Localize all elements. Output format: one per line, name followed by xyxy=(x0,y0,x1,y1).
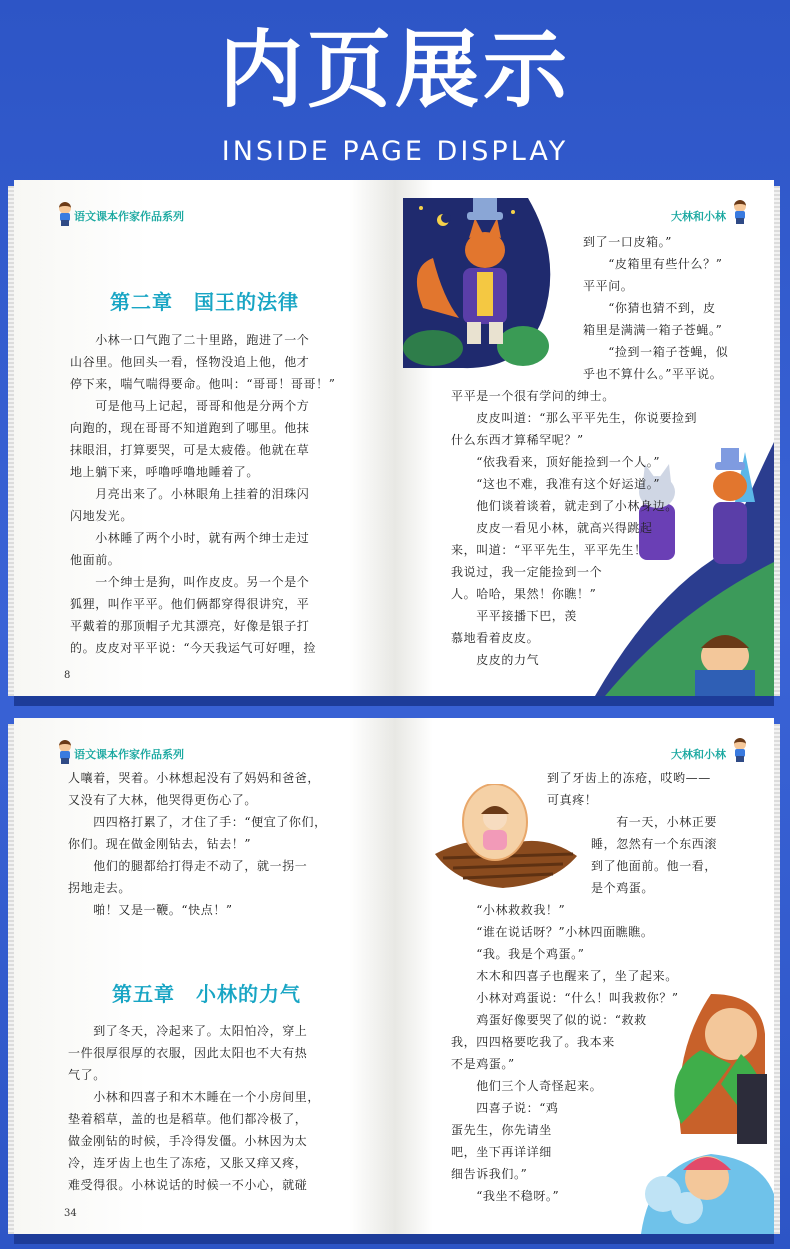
text-line: 什么东西才算稀罕呢？” xyxy=(451,433,584,447)
boy-mascot-icon xyxy=(58,740,72,764)
banner-title: 内页展示 xyxy=(218,21,571,119)
text-line: 他们三个人奇怪起来。 xyxy=(451,1079,603,1093)
chapter-title: 第二章 国王的法律 xyxy=(110,290,299,314)
text-line: 小林一口气跑了二十里路，跑进了一个 xyxy=(70,333,310,347)
text-line: 难受得很。小林说话的时候一不小心，就碰 xyxy=(68,1178,308,1192)
text-line: 人嚷着，哭着。小林想起没有了妈妈和爸爸， xyxy=(68,771,321,785)
body-text-continued xyxy=(68,1020,372,1196)
text-line: 乎也不算什么。”平平说。 xyxy=(583,367,723,381)
text-line: 冷，连牙齿上也生了冻疮，又胀又痒又疼， xyxy=(68,1156,308,1170)
text-line: 向跑的，现在哥哥不知道跑到了哪里。他抹 xyxy=(70,421,310,435)
text-line: 蛋先生，你先请坐 xyxy=(451,1123,552,1137)
text-line: 鸡蛋好像要哭了似的说：“救救 xyxy=(451,1013,647,1027)
text-line: 睡，忽然有一个东西滚 xyxy=(591,837,718,851)
text-line: 他们的腿都给打得走不动了，就一拐一 xyxy=(68,859,308,873)
text-line: 平戴着的那顶帽子尤其漂亮，好像是银子打 xyxy=(70,619,310,633)
text-line: 到了一口皮箱。” xyxy=(583,235,672,249)
egg-in-nest-illustration xyxy=(433,784,579,896)
text-line: 不是鸡蛋。” xyxy=(451,1057,515,1071)
text-line: “皮箱里有些什么？” xyxy=(583,257,723,271)
text-line: 木木和四喜子也醒来了，坐了起来。 xyxy=(451,969,678,983)
series-title: 大林和小林 xyxy=(671,748,726,761)
text-line: 到了他面前。他一看， xyxy=(591,859,718,873)
right-page xyxy=(395,718,774,1234)
body-text xyxy=(547,767,767,811)
text-line: 四喜子说：“鸡 xyxy=(451,1101,559,1115)
text-line: 到了牙齿上的冻疮，哎哟—— xyxy=(547,771,711,785)
text-line: “依我看来，顶好能捡到一个人。” xyxy=(451,455,661,469)
body-text-side xyxy=(591,811,761,899)
text-line: 皮皮一看见小林，就高兴得跳起 xyxy=(451,521,653,535)
text-line: 又没有了大林，他哭得更伤心了。 xyxy=(68,793,258,807)
text-line: 皮皮的力气 xyxy=(451,653,540,667)
text-line: 可是他马上记起，哥哥和他是分两个方 xyxy=(70,399,310,413)
page-number: 8 xyxy=(64,670,71,681)
text-line: 做金刚钻的时候，手冷得发僵。小林因为太 xyxy=(68,1134,308,1148)
body-text-continued xyxy=(451,385,751,671)
text-line: “我坐不稳呀。” xyxy=(451,1189,560,1203)
text-line: 一个绅士是狗，叫作皮皮。另一个是个 xyxy=(70,575,310,589)
text-line: 拐地走去。 xyxy=(68,881,132,895)
series-title: 语文课本作家作品系列 xyxy=(74,748,184,761)
text-line: 是个鸡蛋。 xyxy=(591,881,655,895)
text-line: “小林救救我！” xyxy=(451,903,566,917)
text-line: 我说过，我一定能捡到一个 xyxy=(451,565,603,579)
text-line: 你们。现在做金刚钻去，钻去！” xyxy=(68,837,252,851)
text-line: “谁在说话呀？”小林四面瞧瞧。 xyxy=(451,925,654,939)
text-line: 月亮出来了。小林眼角上挂着的泪珠闪 xyxy=(70,487,310,501)
text-line: 可真疼！ xyxy=(547,793,598,807)
text-line: “我。我是个鸡蛋。” xyxy=(451,947,585,961)
left-page xyxy=(14,718,395,1234)
body-text xyxy=(70,329,370,659)
banner-subtitle: INSIDE PAGE DISPLAY xyxy=(221,136,569,167)
page-number: 34 xyxy=(64,1208,77,1219)
text-line: 他面前。 xyxy=(70,553,121,567)
text-line: 皮皮叫道：“那么平平先生，你说要捡到 xyxy=(451,411,698,425)
text-line: “捡到一箱子苍蝇，似 xyxy=(583,345,729,359)
series-title: 语文课本作家作品系列 xyxy=(74,210,184,223)
text-line: 小林对鸡蛋说：“什么！叫我救你？” xyxy=(451,991,679,1005)
text-line: 小林和四喜子和木木睡在一个小房间里， xyxy=(68,1090,321,1104)
body-text-continued xyxy=(451,899,761,1207)
text-line: 吧，坐下再详详细 xyxy=(451,1145,552,1159)
text-line: 有一天，小林正要 xyxy=(591,815,718,829)
text-line: 细告诉我们。” xyxy=(451,1167,528,1181)
text-line: 小林睡了两个小时，就有两个绅士走过 xyxy=(70,531,310,545)
text-line: 他们谈着谈着，就走到了小林身边。 xyxy=(451,499,678,513)
text-line: 平平是一个很有学问的绅士。 xyxy=(451,389,615,403)
boy-mascot-icon xyxy=(733,738,747,762)
text-line: 平平接播下巴，羡 xyxy=(451,609,578,623)
book-spread-2 xyxy=(14,718,774,1240)
text-line: 狐狸，叫作平平。他们俩都穿得很讲究，平 xyxy=(70,597,310,611)
boy-mascot-icon xyxy=(58,202,72,226)
text-line: 来，叫道：“平平先生，平平先生！ xyxy=(451,543,647,557)
body-text xyxy=(68,767,372,921)
text-line: 我，四四格要吃我了。我本来 xyxy=(451,1035,615,1049)
text-line: 停下来，喘气喘得要命。他叫：“哥哥！哥哥！” xyxy=(70,377,336,391)
series-title: 大林和小林 xyxy=(671,210,726,223)
book-spread-1 xyxy=(14,180,774,702)
chapter-title: 第五章 小林的力气 xyxy=(112,982,301,1006)
text-line: 的。皮皮对平平说：“今天我运气可好哩，捡 xyxy=(70,641,317,655)
text-line: 到了冬天，冷起来了。太阳怕冷，穿上 xyxy=(68,1024,308,1038)
text-line: 四四格打累了，才住了手：“便宜了你们， xyxy=(68,815,327,829)
left-page xyxy=(14,180,395,696)
text-line: 垫着稻草，盖的也是稻草。他们都冷极了， xyxy=(68,1112,308,1126)
text-line: 人。哈哈，果然！你瞧！” xyxy=(451,587,597,601)
text-line: 啪！又是一鞭。“快点！” xyxy=(68,903,233,917)
text-line: 平平问。 xyxy=(583,279,634,293)
text-line: 地上躺下来，呼噜呼噜地睡着了。 xyxy=(70,465,260,479)
text-line: 抹眼泪，打算要哭，可是太疲倦。他就在草 xyxy=(70,443,310,457)
text-line: 一件很厚很厚的衣服，因此太阳也不大有热 xyxy=(68,1046,308,1060)
text-line: 慕地看着皮皮。 xyxy=(451,631,540,645)
right-page xyxy=(395,180,774,696)
text-line: 气了。 xyxy=(68,1068,106,1082)
text-line: 山谷里。他回头一看，怪物没追上他，他才 xyxy=(70,355,310,369)
body-text xyxy=(583,231,769,385)
fox-gentleman-illustration xyxy=(403,198,563,370)
text-line: 闪地发光。 xyxy=(70,509,134,523)
text-line: “你猜也猜不到，皮 xyxy=(583,301,716,315)
text-line: “这也不难，我准有这个好运道。” xyxy=(451,477,661,491)
text-line: 箱里是满满一箱子苍蝇。” xyxy=(583,323,723,337)
boy-mascot-icon xyxy=(733,200,747,224)
